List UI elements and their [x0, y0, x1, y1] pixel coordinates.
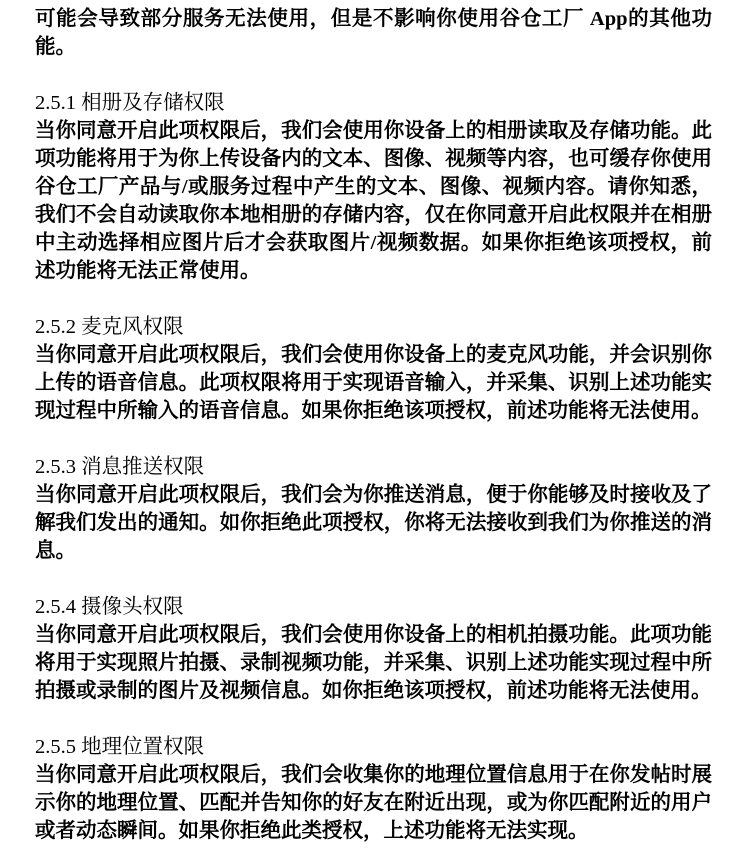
section-heading-microphone-permission: 2.5.2 麦克风权限 [35, 316, 184, 338]
section-body-microphone-permission: 当你同意开启此项权限后，我们会使用你设备上的麦克风功能，并会识别你上传的语音信息。此项权限将用于实现语音输入，并采集、识别上述功能实现过程中所输入的语音信息。如果你拒绝该项授权，前述功能将无法使用。 [35, 344, 712, 422]
section-2-5-1 [35, 89, 712, 285]
section-body-geolocation-permission: 当你同意开启此项权限后，我们会收集你的地理位置信息用于在你发帖时展示你的地理位置、匹配并告知你的好友在附近出现，或为你匹配附近的用户或者动态瞬间。如果你拒绝此类授权，上述功能将无法实现。 [35, 764, 712, 842]
section-body-camera-permission: 当你同意开启此项权限后，我们会使用你设备上的相机拍摄功能。此项功能将用于实现照片拍摄、录制视频功能，并采集、识别上述功能实现过程中所拍摄或录制的图片及视频信息。如你拒绝该项授权，前述功能将无法使用。 [35, 624, 712, 702]
section-2-5-4 [35, 593, 712, 705]
section-2-5-3 [35, 453, 712, 565]
section-body-photo-storage-permission: 当你同意开启此项权限后，我们会使用你设备上的相册读取及存储功能。此项功能将用于为你上传设备内的文本、图像、视频等内容，也可缓存你使用谷仓工厂产品与/或服务过程中产生的文本、图像、视频内容。请你知悉，我们不会自动读取你本地相册的存储内容，仅在你同意开启此权限并在相册中主动选择相应图片后才会获取图片/视频数据。如果你拒绝该项授权，前述功能将无法正常使用。 [35, 120, 712, 282]
section-heading-photo-storage-permission: 2.5.1 相册及存储权限 [35, 92, 225, 114]
section-heading-camera-permission: 2.5.4 摄像头权限 [35, 596, 184, 618]
paragraph-intro-continuation: 可能会导致部分服务无法使用，但是不影响你使用谷仓工厂 App的其他功能。 [35, 8, 712, 58]
section-2-5-2 [35, 313, 712, 425]
section-heading-push-notification-permission: 2.5.3 消息推送权限 [35, 456, 205, 478]
section-body-push-notification-permission: 当你同意开启此项权限后，我们会为你推送消息，便于你能够及时接收及了解我们发出的通知。如你拒绝此项授权，你将无法接收到我们为你推送的消息。 [35, 484, 712, 562]
section-2-5-5 [35, 733, 712, 845]
section-heading-geolocation-permission: 2.5.5 地理位置权限 [35, 736, 205, 758]
